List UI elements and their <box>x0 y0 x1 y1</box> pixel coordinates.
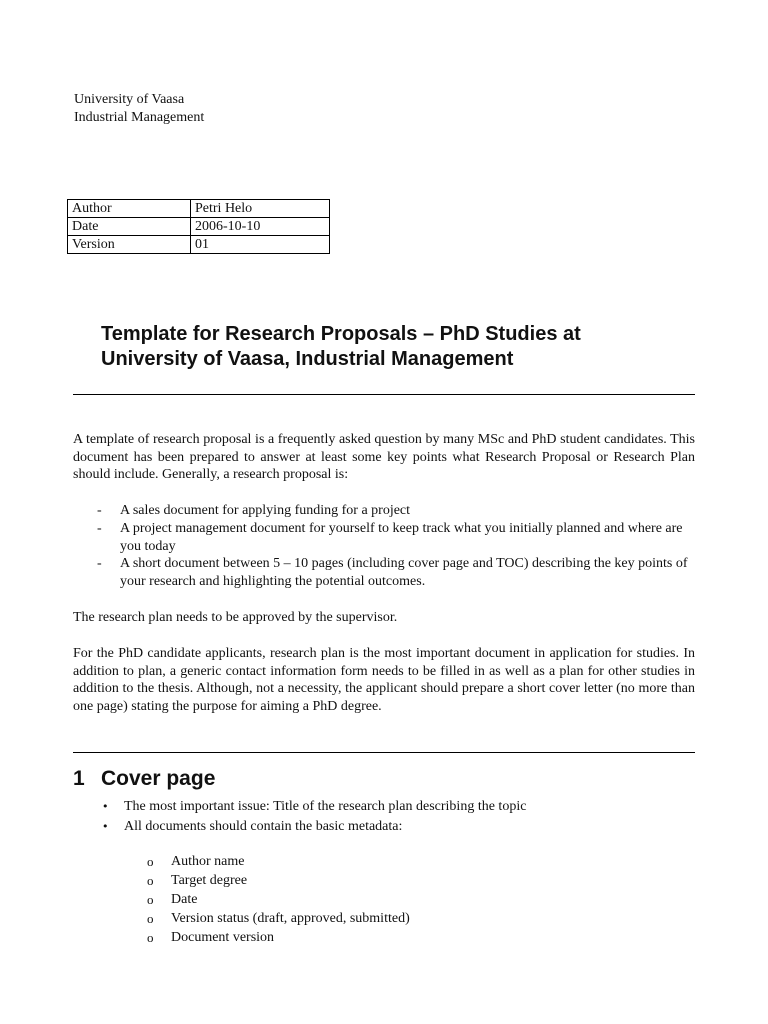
list-item <box>73 928 410 947</box>
list-item <box>73 502 695 520</box>
university-name: University of Vaasa <box>74 92 185 107</box>
list-item <box>73 817 526 837</box>
table-value: 2006-10-10 <box>191 218 330 236</box>
circle-bullet-icon: o <box>147 930 154 945</box>
list-item-text: All documents should contain the basic metadata: <box>124 819 403 834</box>
intro-paragraph: A template of research proposal is a frequently asked question by many MSc and PhD student candidates. This document has been prepared to answer at least some key points what Research Proposal or Research Plan should include. Generally, a research proposal is: <box>73 432 695 482</box>
applicants-paragraph: For the PhD candidate applicants, research plan is the most important document in application for studies. In addition to plan, a generic contact information form needs to be filled in as well as a plan for other studies in addition to the thesis. Although, not a necessity, the applicant should prepare a short cover letter (no more than one page) stating the purpose for aiming a PhD degree. <box>73 646 695 714</box>
approval-paragraph: The research plan needs to be approved by the supervisor. <box>73 610 398 625</box>
list-item <box>73 909 410 928</box>
list-item-text: Date <box>171 892 198 907</box>
table-key: Version <box>68 236 191 254</box>
list-item-text: The most important issue: Title of the research plan describing the topic <box>124 799 527 814</box>
list-item <box>73 555 695 591</box>
document-title <box>101 322 701 372</box>
list-item <box>73 797 526 817</box>
divider <box>73 394 695 395</box>
circle-bullet-icon: o <box>147 911 154 926</box>
section-heading <box>73 766 215 792</box>
list-item-text: A short document between 5 – 10 pages (including cover page and TOC) describing the key points of your research and highlighting the potential outcomes. <box>120 556 688 590</box>
section-number: 1 <box>73 767 85 790</box>
list-item <box>73 890 410 909</box>
dash-marker: - <box>97 520 102 536</box>
dash-marker: - <box>97 503 102 518</box>
list-item-text: Author name <box>171 854 245 869</box>
divider <box>73 752 695 753</box>
list-item <box>73 520 695 556</box>
table-key: Author <box>68 200 191 218</box>
circle-bullet-icon: o <box>147 854 154 869</box>
list-item-text: Target degree <box>171 873 248 888</box>
dash-marker: - <box>97 556 102 572</box>
list-item-text: Version status (draft, approved, submitted) <box>171 911 410 926</box>
document-header <box>74 91 204 127</box>
metadata-sublist <box>73 852 410 947</box>
table-value: 01 <box>191 236 330 254</box>
title-line-2: University of Vaasa, Industrial Management <box>101 348 514 370</box>
list-item-text: A project management document for yourself to keep track what you initially planned and where are you today <box>120 520 683 554</box>
table-row <box>68 236 330 254</box>
circle-bullet-icon: o <box>147 873 154 888</box>
list-item-text: A sales document for applying funding for a project <box>120 503 411 518</box>
department-name: Industrial Management <box>74 110 205 125</box>
table-row <box>68 218 330 236</box>
table-key: Date <box>68 218 191 236</box>
circle-bullet-icon: o <box>147 892 154 907</box>
table-row <box>68 200 330 218</box>
bullet-icon: • <box>102 800 109 813</box>
table-value: Petri Helo <box>191 200 330 218</box>
list-item <box>73 871 410 890</box>
metadata-table <box>67 199 330 254</box>
section-title: Cover page <box>101 767 216 790</box>
list-item-text: Document version <box>171 930 275 945</box>
cover-page-bullets <box>73 797 526 837</box>
bullet-icon: • <box>102 820 109 833</box>
proposal-definition-list <box>73 502 695 591</box>
title-line-1: Template for Research Proposals – PhD Studies at <box>101 323 581 345</box>
list-item <box>73 852 410 871</box>
